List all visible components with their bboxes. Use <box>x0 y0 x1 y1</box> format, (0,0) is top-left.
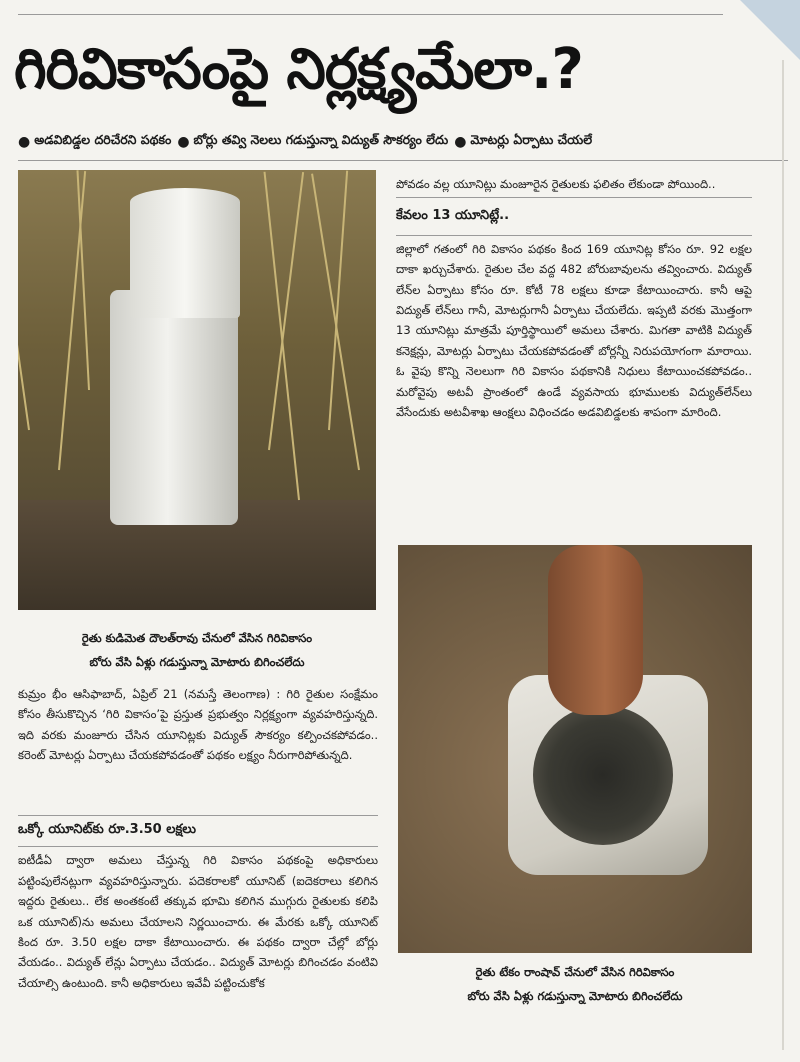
left-column <box>18 684 378 766</box>
caption-line: బోరు వేసి ఏళ్లు గడుస్తున్నా మోటారు బిగించలేదు <box>89 655 305 669</box>
deck-item <box>454 132 592 151</box>
photo1-caption <box>18 626 376 674</box>
photo-hand-in-pipe <box>398 545 752 953</box>
caption-line: రైతు టేకం రాంషావ్‌ చేనులో వేసిన గిరివికాసం <box>475 965 675 979</box>
page-headline: గిరివికాసంపై నిర్లక్ష్యమేలా.? <box>14 37 583 102</box>
photo2-caption <box>398 960 752 1008</box>
deck-item <box>177 132 448 151</box>
deck-line <box>18 132 788 151</box>
hand <box>548 545 643 715</box>
grass-stalk <box>58 171 86 470</box>
body-paragraph: పోవడం వల్ల యూనిట్లు మంజూరైన రైతులకు ఫలితం లేకుండా పోయింది.. <box>396 177 716 191</box>
grass-stalk <box>268 172 304 450</box>
body-paragraph: జిల్లాలో గతంలో గిరి వికాసం పథకం కింద 169 యూనిట్ల కోసం రూ. 92 లక్షల దాకా ఖర్చుచేశారు. రైతుల చేల వద్ద 482 బోరుబావులను తవ్వించారు. విద్యుత్‌ లేన్‌ల ఏర్పాటు కోసం రూ. కోటీ 78 లక్షలు కూడా కేటాయించారు. కానీ ఆపై విద్యుత్‌ లేన్‌లు గానీ, మోటర్లుగానీ ఏర్పాటు చేయలేదు. ఇప్పటి వరకు మొత్తంగా 13 యూనిట్లు మాత్రమే పూర్తిస్థాయిలో అమలు చేశారు. మిగతా వాటికి విద్యుత్‌ కనెక్షన్లు, మోటర్లు ఏర్పాటు చేయకపోవడంతో బోర్లన్నీ నిరుపయోగంగా మారాయి. ఓ వైపు కొన్ని నెలలుగా గిరి వికాసం పథకానికి నిధులు కేటాయించకపోవడం.. మరోవైపు అటవీ ప్రాంతంలో ఉండే వ్యవసాయ భూములకు విద్యుత్‌లేన్‌లు వేసేందుకు అటవీశాఖ ఆంక్షలు విధించడం అడవిబిడ్డలకు శాపంగా మారింది. <box>396 241 752 420</box>
subheading: కేవలం 13 యూనిట్లే.. <box>396 208 510 224</box>
bore-hole <box>533 705 673 845</box>
pipe-upper <box>130 188 240 318</box>
deck-text: అడవిబిడ్డల దరిచేరని పథకం <box>34 132 172 147</box>
caption-line: రైతు కుడిమెత దౌలత్‌రావు చేనులో వేసిన గిరివికాసం <box>81 631 313 645</box>
right-column <box>396 174 752 422</box>
caption-line: బోరు వేసి ఏళ్లు గడుస్తున్నా మోటారు బిగించలేదు <box>467 989 683 1003</box>
deck-divider <box>18 160 788 161</box>
photo-pipe-in-field <box>18 170 376 610</box>
section-divider <box>396 235 752 236</box>
subheading: ఒక్కో యూనిట్‌కు రూ.3.50 లక్షలు <box>18 822 196 837</box>
top-divider <box>18 14 723 15</box>
deck-item <box>18 132 171 151</box>
bullet-icon: ● <box>18 133 31 150</box>
section-divider <box>396 197 752 198</box>
page-edge <box>782 60 784 1050</box>
grass-stalk <box>264 172 300 500</box>
section-divider <box>18 815 378 816</box>
section-divider <box>18 846 378 847</box>
bullet-icon: ● <box>177 133 190 150</box>
left-column-lower <box>18 812 378 993</box>
deck-text: బోర్లు తవ్వి నెలలు గడుస్తున్నా విద్యుత్‌ సౌకర్యం లేదు <box>193 132 449 147</box>
grass-stalk <box>18 172 30 430</box>
body-paragraph: ఐటీడీఏ ద్వారా అమలు చేస్తున్న గిరి వికాసం పథకంపై అధికారులు పట్టింపులేనట్లుగా వ్యవహరిస్తున్నారు. పదెకరాలకో యూనిట్‌ (ఐదెకరాలు కలిగిన ఇద్దరు రైతులు.. లేక అంతకంటే తక్కువ భూమి కలిగిన ముగ్గురు రైతులకు కలిపి ఒక యూనిట్‌)ను అమలు చేయాలని నిర్ణయించారు. ఈ మేరకు ఒక్కో యూనిట్‌ కింద రూ. 3.50 లక్షల దాకా కేటాయించారు. ఈ పథకం ద్వారా చేల్లో బోర్లు వేయడం.. విద్యుత్‌ లేన్లు ఏర్పాటు చేయడం.. విద్యుత్‌ మోటర్లు బిగించడం వంటివి చేయాల్సి ఉంటుంది. కానీ అధికారులు ఇవేవీ పట్టించుకోక <box>18 853 378 990</box>
grass-stalk <box>311 174 360 471</box>
bullet-icon: ● <box>454 133 467 150</box>
intro-paragraph: కుమ్రం భీం ఆసిఫాబాద్‌, ఏప్రిల్‌ 21 (నమస్తే తెలంగాణ) : గిరి రైతుల సంక్షేమం కోసం తీసుకొచ్చిన ‘గిరి వికాసం’పై ప్రస్తుత ప్రభుత్వం నిర్లక్ష్యంగా వ్యవహరిస్తున్నది. ఇది వరకు మంజూరు చేసిన యూనిట్లకు విద్యుత్‌ సౌకర్యం కల్పించకపోవడం.. కరెంట్‌ మోటర్లు ఏర్పాటు చేయకపోవడంతో పథకం లక్ష్యం నీరుగారిపోతున్నది. <box>18 687 378 763</box>
deck-text: మోటర్లు ఏర్పాటు చేయలే <box>470 132 593 147</box>
pipe-lower <box>110 290 238 525</box>
